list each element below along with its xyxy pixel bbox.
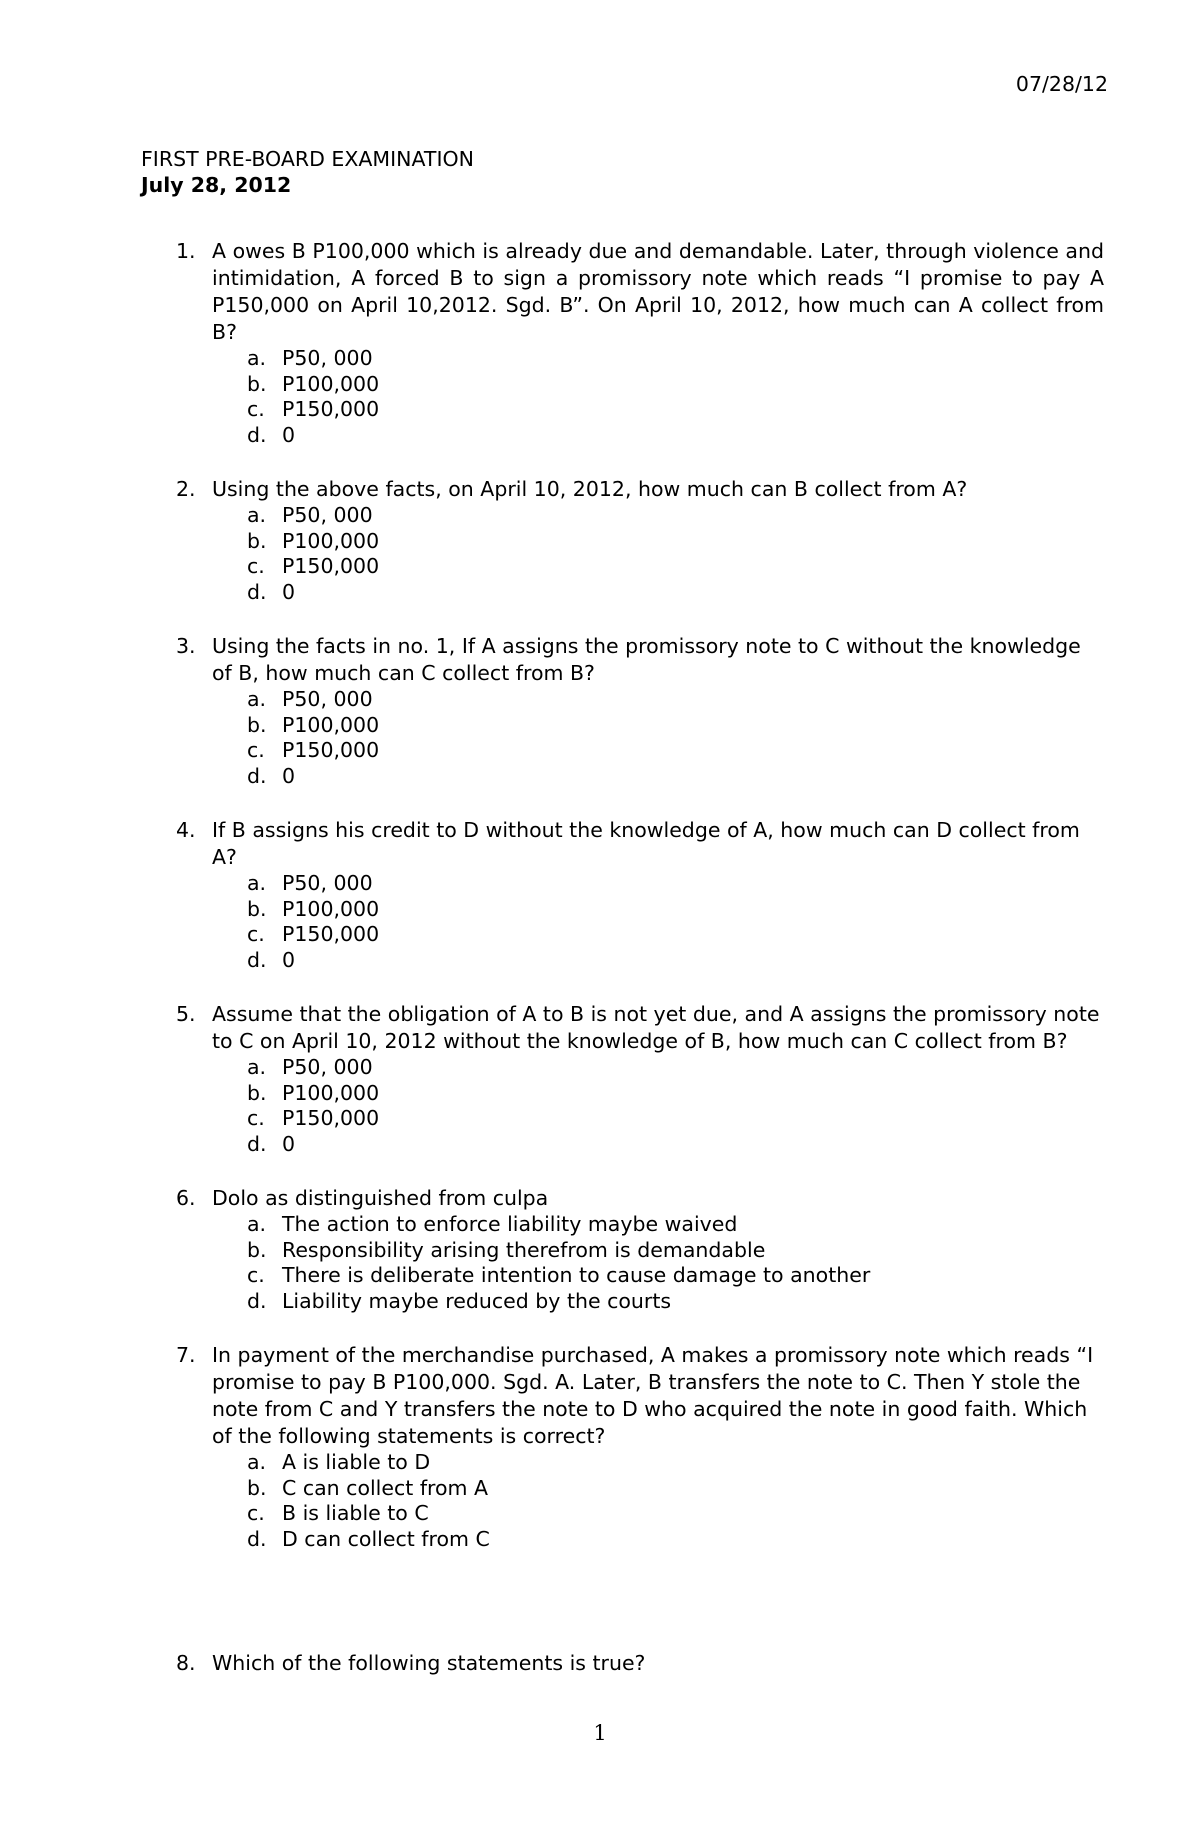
option-letter: d. bbox=[247, 579, 267, 604]
option-a bbox=[247, 503, 1104, 529]
option-text: P100,000 bbox=[282, 712, 380, 737]
option-list bbox=[247, 1450, 1104, 1552]
option-letter: b. bbox=[247, 1475, 267, 1500]
question-2 bbox=[176, 476, 1104, 605]
option-text: P50, 000 bbox=[282, 346, 373, 370]
option-letter: d. bbox=[247, 947, 267, 972]
question-7 bbox=[176, 1342, 1104, 1552]
option-d bbox=[247, 1132, 1104, 1158]
option-text: Responsibility arising therefrom is demandable bbox=[282, 1237, 766, 1262]
option-c bbox=[247, 1263, 1104, 1289]
question-number: 2. bbox=[176, 477, 196, 501]
option-letter: d. bbox=[247, 422, 267, 447]
option-d bbox=[247, 423, 1104, 449]
question-4 bbox=[176, 817, 1104, 973]
option-a bbox=[247, 1450, 1104, 1476]
option-letter: c. bbox=[247, 1263, 265, 1287]
option-letter: a. bbox=[247, 1212, 267, 1236]
exam-date: July 28, 2012 bbox=[141, 173, 292, 197]
option-letter: b. bbox=[247, 528, 267, 553]
option-b bbox=[247, 1476, 1104, 1502]
option-letter: d. bbox=[247, 1526, 267, 1551]
option-c bbox=[247, 397, 1104, 423]
option-list bbox=[247, 1055, 1104, 1157]
option-list bbox=[247, 871, 1104, 973]
option-letter: b. bbox=[247, 1080, 267, 1105]
document-date: 07/28/12 bbox=[1015, 72, 1108, 96]
option-text: A is liable to D bbox=[282, 1450, 431, 1474]
option-c bbox=[247, 1501, 1104, 1527]
option-text: P100,000 bbox=[282, 896, 380, 921]
question-text: Assume that the obligation of A to B is not yet due, and A assigns the promissory note to C on April 10, 2012 without the knowledge of B, how much can C collect from B? bbox=[212, 1002, 1100, 1053]
question-text: Using the above facts, on April 10, 2012, how much can B collect from A? bbox=[212, 477, 968, 501]
option-list bbox=[247, 346, 1104, 448]
question-3 bbox=[176, 633, 1104, 789]
option-text: 0 bbox=[282, 422, 296, 447]
option-d bbox=[247, 948, 1104, 974]
option-letter: c. bbox=[247, 1501, 265, 1525]
option-text: There is deliberate intention to cause damage to another bbox=[282, 1263, 871, 1287]
option-text: 0 bbox=[282, 947, 296, 972]
option-text: 0 bbox=[282, 1131, 296, 1156]
option-text: Liability maybe reduced by the courts bbox=[282, 1288, 672, 1313]
option-text: P50, 000 bbox=[282, 503, 373, 527]
question-text: If B assigns his credit to D without the knowledge of A, how much can D collect from A? bbox=[212, 818, 1080, 869]
question-text: Dolo as distinguished from culpa bbox=[212, 1186, 549, 1210]
option-letter: d. bbox=[247, 763, 267, 788]
option-letter: a. bbox=[247, 503, 267, 527]
question-number: 8. bbox=[176, 1651, 196, 1675]
title-block bbox=[141, 146, 474, 198]
option-b bbox=[247, 1081, 1104, 1107]
question-1 bbox=[176, 238, 1104, 448]
option-letter: c. bbox=[247, 554, 265, 578]
question-number: 3. bbox=[176, 634, 196, 658]
page-number: 1 bbox=[593, 1721, 607, 1745]
option-letter: a. bbox=[247, 1055, 267, 1079]
option-text: 0 bbox=[282, 763, 296, 788]
option-text: The action to enforce liability maybe waived bbox=[282, 1212, 738, 1236]
option-text: P50, 000 bbox=[282, 687, 373, 711]
option-letter: d. bbox=[247, 1131, 267, 1156]
option-c bbox=[247, 738, 1104, 764]
exam-title: FIRST PRE-BOARD EXAMINATION bbox=[141, 147, 474, 171]
question-5 bbox=[176, 1001, 1104, 1157]
option-text: P100,000 bbox=[282, 528, 380, 553]
option-letter: a. bbox=[247, 871, 267, 895]
option-a bbox=[247, 346, 1104, 372]
option-list bbox=[247, 687, 1104, 789]
question-number: 6. bbox=[176, 1186, 196, 1210]
question-number: 4. bbox=[176, 818, 196, 842]
option-c bbox=[247, 1106, 1104, 1132]
option-letter: a. bbox=[247, 1450, 267, 1474]
option-text: P150,000 bbox=[282, 922, 380, 946]
option-text: C can collect from A bbox=[282, 1475, 489, 1500]
option-b bbox=[247, 372, 1104, 398]
option-a bbox=[247, 1212, 1104, 1238]
option-list bbox=[247, 503, 1104, 605]
option-text: D can collect from C bbox=[282, 1526, 490, 1551]
option-letter: a. bbox=[247, 346, 267, 370]
option-d bbox=[247, 1527, 1104, 1553]
question-6 bbox=[176, 1185, 1104, 1314]
question-text: In payment of the merchandise purchased, A makes a promissory note which reads “I promise to pay B P100,000. Sgd. A. Later, B transfers the note to C. Then Y stole the note from C and Y transfers the note to D who acquired the note in good faith. Which of the following statements is correct? bbox=[212, 1343, 1094, 1448]
option-text: P50, 000 bbox=[282, 871, 373, 895]
question-8 bbox=[176, 1650, 1104, 1677]
option-text: B is liable to C bbox=[282, 1501, 429, 1525]
option-letter: b. bbox=[247, 1237, 267, 1262]
option-letter: b. bbox=[247, 371, 267, 396]
option-text: P150,000 bbox=[282, 554, 380, 578]
option-a bbox=[247, 687, 1104, 713]
option-d bbox=[247, 764, 1104, 790]
question-text: Which of the following statements is true? bbox=[212, 1651, 646, 1675]
option-letter: b. bbox=[247, 896, 267, 921]
question-text: Using the facts in no. 1, If A assigns the promissory note to C without the knowledge of B, how much can C collect from B? bbox=[212, 634, 1081, 685]
option-d bbox=[247, 580, 1104, 606]
option-b bbox=[247, 1238, 1104, 1264]
option-letter: b. bbox=[247, 712, 267, 737]
option-a bbox=[247, 1055, 1104, 1081]
option-text: P100,000 bbox=[282, 1080, 380, 1105]
question-list bbox=[176, 238, 1104, 1705]
question-number: 5. bbox=[176, 1002, 196, 1026]
option-letter: c. bbox=[247, 922, 265, 946]
option-b bbox=[247, 529, 1104, 555]
option-letter: a. bbox=[247, 687, 267, 711]
question-text: A owes B P100,000 which is already due and demandable. Later, through violence and intimidation, A forced B to sign a promissory note which reads “I promise to pay A P150,000 on April 10,2012. Sgd. B”. On April 10, 2012, how much can A collect from B? bbox=[212, 239, 1104, 344]
option-text: P150,000 bbox=[282, 1106, 380, 1130]
option-letter: d. bbox=[247, 1288, 267, 1313]
option-text: P50, 000 bbox=[282, 1055, 373, 1079]
option-text: P150,000 bbox=[282, 397, 380, 421]
option-c bbox=[247, 922, 1104, 948]
option-b bbox=[247, 897, 1104, 923]
option-a bbox=[247, 871, 1104, 897]
option-letter: c. bbox=[247, 1106, 265, 1130]
option-text: 0 bbox=[282, 579, 296, 604]
option-list bbox=[247, 1212, 1104, 1314]
option-d bbox=[247, 1289, 1104, 1315]
option-letter: c. bbox=[247, 738, 265, 762]
option-b bbox=[247, 713, 1104, 739]
option-letter: c. bbox=[247, 397, 265, 421]
option-c bbox=[247, 554, 1104, 580]
option-text: P100,000 bbox=[282, 371, 380, 396]
question-number: 1. bbox=[176, 239, 196, 263]
question-number: 7. bbox=[176, 1343, 196, 1367]
option-text: P150,000 bbox=[282, 738, 380, 762]
